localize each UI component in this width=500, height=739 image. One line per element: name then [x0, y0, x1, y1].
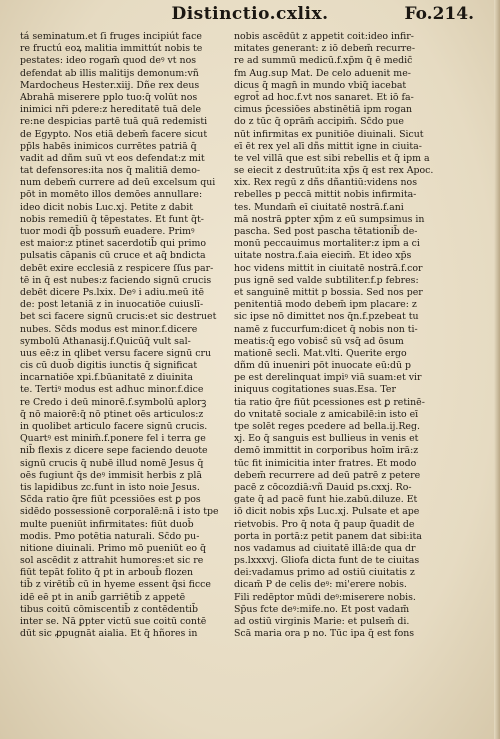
text-line: eī ēt rex yel alī dñs mittit igne in ciuita- — [234, 140, 422, 152]
text-line: te. Tertiꝰ modus est adhuc minor.f.dice — [20, 384, 204, 396]
text-line: ad ostiū virginis Marie: et pulsem̄ di. — [234, 616, 410, 627]
running-title: Distinctio.cxlix. — [171, 4, 329, 24]
text-line: de Egypto. Nos etiā debem̄ facere sicut — [20, 128, 208, 140]
text-line: dñm dū inueniri pōt inuocate eū:dū p — [234, 360, 412, 372]
text-line: pōt in momēto illos demōes annullare: — [20, 189, 203, 201]
text-line: pestates: ideo rogam̄ quod deꝰ vt nos — [20, 55, 197, 67]
text-line: xj. Eo q̄ sanguis est bullieus in venis et — [234, 433, 419, 445]
text-line: demō immittit in corporibus hoīm irā:z — [234, 445, 419, 457]
text-line: do z tūc q̄ oprām̄ accipim̄. Sc̄do pue — [234, 116, 404, 128]
text-line: inimici nr̄i pdere:z hereditatē tuā dele — [20, 104, 202, 116]
text-line: mitates generant: z iō debem̄ recurre- — [234, 43, 416, 55]
text-line: pulsatis cāpanis cū cruce et aq̄ bndicta — [20, 250, 206, 262]
text-line: Abrahā miserere pplo tuo:q̄ volūt nos — [20, 91, 198, 103]
text-line: debem̄ recurrere ad deū patrē z petere — [234, 469, 421, 481]
text-line: monū peccauimus mortaliter:z ipm a ci — [234, 238, 420, 250]
text-line: re ad summū medicū.f.xp̄m q̄ ē medic̄ — [234, 55, 413, 67]
text-line: in quolibet articulo facere signū crucis. — [20, 421, 208, 432]
text-line: re fructú eoꝝ malitia immittút nobis te — [20, 43, 203, 55]
text-line: ideo dicit nobis Luc.xj. Petite z dabit — [20, 201, 194, 213]
text-line: sic ipse nō dimittet nos q̄n.f.pzebeat tu — [234, 311, 419, 323]
text-line: tis lapidibus zc.funt in isto noie Jesus. — [20, 481, 200, 493]
left-text-column — [20, 31, 226, 640]
page-header — [0, 4, 500, 30]
text-line: uitate nostra.f.aia eiecim̄. Et ideo xp̄s — [234, 250, 412, 262]
text-line: hoc videns mittit in ciuitatē nostrā.f.cor — [234, 262, 423, 274]
page-edge-shadow — [494, 0, 500, 739]
text-line: rietvobis. Pro q̄ nota q̄ paup q̄uadit de — [234, 518, 415, 530]
text-line: debēt exire ecclesiā z respicere ſſus par- — [20, 262, 214, 274]
text-line: sidēdo possessionē corporalē:nā i isto tpe — [20, 506, 219, 518]
text-line: pascha. Sed post pascha tētationib̄ de- — [234, 226, 418, 237]
text-line: idē eē pt in anib̄ garriētib̄ z appetē — [20, 591, 186, 603]
text-line: dicam̄ P de celis deꝰ: mi'erere nobis. — [234, 579, 407, 591]
text-line: rebelles p peccā mittit nobis infirmita- — [234, 189, 417, 201]
text-line: re Credo i deū minorē.f.symbolū aplorꝫ — [20, 396, 207, 408]
text-line: tpe solēt reges pcedere ad bella.ij.Reg. — [234, 421, 420, 432]
text-line: tūc fit inimicitia inter fratres. Et modo — [234, 457, 417, 469]
text-line: uus eē:z in qlibet versu facere signū cru — [20, 347, 212, 359]
text-line: se eiecit z destruūt:ita xp̄s q̄ est rex Apoc. — [234, 165, 434, 177]
text-line: nūt infirmitas ex punitiōe diuinali. Sicut — [234, 128, 424, 140]
text-line: tuor modi q̄b̄ possum̄ euadere. Primꝰ — [20, 226, 195, 237]
text-line: defendat ab illis malitijs demonum:vñ — [20, 67, 199, 79]
text-line: cimus p̄cessiōes abstinētiā ipm rogan — [234, 104, 413, 116]
text-line: te vel villā que est sibi rebellis et q̄ ipm a — [234, 152, 430, 164]
folio-number: Fo.214. — [404, 4, 474, 24]
text-line: pus ignē sed valde subtiliter.f.p febres: — [234, 274, 419, 286]
text-line: nubes. Sc̄ds modus est minor.f.dicere — [20, 323, 198, 335]
text-line: multe pueniūt infirmitates: fiūt duob̄ — [20, 518, 194, 530]
text-line: Sp̄us fcte deꝰ:mife.no. Et post vadam̄ — [234, 603, 410, 615]
text-line: nitione diuinali. Primo mō pueniūt eo q̄ — [20, 542, 207, 554]
text-line: Scā maria ora p no. Tūc ipa q̄ est fons — [234, 628, 415, 640]
right-text-column — [234, 31, 440, 640]
text-line: iniquus cogitationes suas.Esa. Ter — [234, 384, 396, 396]
text-line: pp̄ls habēs inimicos currētes patriā q̄ — [20, 140, 197, 152]
text-line: tē in q̄ est nubes:z faciendo signū crucis — [20, 274, 212, 286]
text-line: nobis ascēdūt z appetit coit:ideo infir- — [234, 31, 414, 42]
text-line: et sanguinē mittit p bossia. Sed nos per — [234, 286, 423, 298]
text-line: dei:vadamus primo ad ostiū ciuitatis z — [234, 567, 415, 579]
text-line: nib̄ flexis z dicere sepe faciendo deuote — [20, 445, 208, 457]
text-line: mā nostrā ꝑpter xp̄m z eū sumpsimus in — [234, 213, 425, 225]
text-line: sol ascēdit z attrahit humores:et sic re — [20, 555, 204, 567]
text-line: tibus coitū cōmiscentib̄ z contēdentib̄ — [20, 603, 198, 615]
text-line: symbolū Athanasij.f.Quicūq̄ vult sal- — [20, 335, 191, 347]
text-line: tib̄ z virētib̄ cū in hyeme essent q̄si ficce — [20, 579, 211, 591]
text-line: re:ne despicias partē tuā quā redemisti — [20, 116, 208, 128]
text-line: iō dicit nobis xp̄s Luc.xj. Pulsate et ape — [234, 506, 420, 518]
text-line: de: post letaniā z in inuocatiōe cuiuslī- — [20, 299, 204, 311]
text-line: nos vadamus ad ciuitatē illā:de qua dr — [234, 542, 416, 554]
text-line: fiūt tepāt folito q̄ pt in arboub̄ flozen — [20, 567, 194, 579]
text-line: dūt sic ꝓpugnāt aialia. Et q̄ hñores in — [20, 628, 198, 640]
text-line: debēt dicere Ps.lxix. Deꝰ i adiu.meū itē — [20, 286, 205, 298]
text-line: Quartꝰ est minim̄.f.ponere fel i terra ge — [20, 433, 206, 445]
text-line: dicus q̄ magn̄ in mundo vbiq̄ iacebat — [234, 79, 407, 91]
text-line: incarnatiōe xpi.f.būanitatē z diuinita — [20, 372, 193, 384]
text-line: inter se. Nā ꝑpter victū sue coitū contē — [20, 616, 207, 627]
text-line: egrot̄ ad hoc.f.vt nos sanaret. Et iō fa- — [234, 91, 414, 103]
text-line: tes. Mundam̄ eī ciuitatē nostrā.f.ani — [234, 201, 404, 213]
text-line: nobis remediū q̄ tēpestates. Et funt q̄t- — [20, 213, 204, 225]
text-line: q̄ nō maiorē:q̄ nō ptinet oēs articulos:z — [20, 408, 204, 420]
text-line: cis cū duob̄ digitis iunctis q̄ significat — [20, 360, 198, 372]
text-line: bet sci facere signū crucis:et sic destruet — [20, 311, 217, 323]
text-line: mationē secli. Mat.vlti. Querite ergo — [234, 347, 407, 359]
text-line: Sc̄da ratio q̄re fiūt pcessiōes est ꝑ pos — [20, 494, 201, 506]
text-line: ps.lxxxvj. Gliofa dicta funt de te ciuitas — [234, 555, 420, 567]
text-line: gate q̄ ad pacē funt hie.zabū.diluze. Et — [234, 494, 418, 506]
text-line: modis. Pmo potētia naturali. Sc̄do pu- — [20, 530, 200, 542]
text-line: pacē z cōcozdiā:vñ Dauid ps.cxxj. Ro- — [234, 481, 412, 493]
text-line: fm Aug.sup Mat. De celo aduenit me- — [234, 67, 411, 79]
text-line: pe est derelinquat impiꝰ viā suam:et vir — [234, 372, 422, 384]
text-line: Fili redēptor mūdi deꝰ:miserere nobis. — [234, 591, 416, 603]
text-line: Mardocheus Hester.xiij. Dñe rex deus — [20, 79, 200, 91]
text-line: porta in portā:z petit panem dat sibi:ita — [234, 530, 422, 542]
text-line: num debem̄ currere ad deū excelsum qui — [20, 177, 216, 189]
text-line: tá seminatum.et ſi fruges incipiút face — [20, 31, 202, 42]
text-line: namē z fuccurfum:dicet q̄ nobis non ti- — [234, 323, 418, 335]
text-line: tat defensores:ita nos q̄ malitiā demo- — [20, 165, 201, 177]
text-line: penitentiā modo debem̄ ipm placare: z — [234, 299, 417, 311]
text-line: tia ratio q̄re fiūt pcessiones est ꝑ retinē- — [234, 396, 425, 408]
text-line: vadit ad dñm suū vt eos defendat:z mit — [20, 152, 205, 164]
text-line: meatis:q̄ ego vobisc̄ sū vsq̄ ad ōsum — [234, 335, 404, 347]
text-line: do vnitatē sociale z amicabilē:in isto eī — [234, 408, 419, 420]
text-line: est maior:z ptinet sacerdotib̄ qui primo — [20, 238, 206, 250]
text-line: xix. Rex regū z dñs dñantiū:videns nos — [234, 177, 418, 189]
text-line: signū crucis q̄ nubē illud nomē Jesus q̄ — [20, 457, 204, 469]
text-line: oēs fugiunt q̄s deꝰ immisit herbis z plā — [20, 469, 202, 481]
